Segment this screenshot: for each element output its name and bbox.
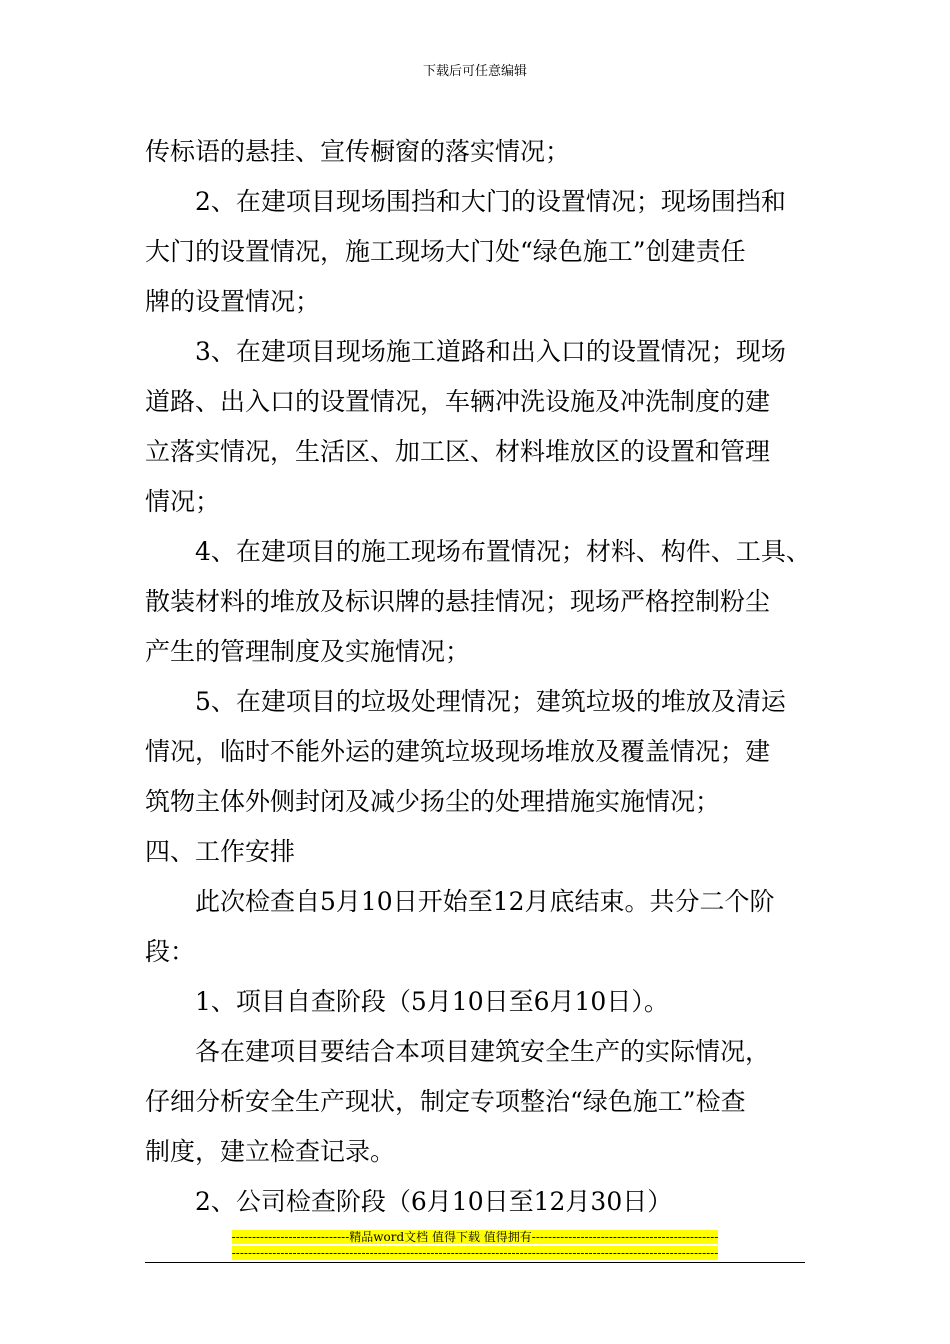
text-line: 大门的设置情况，施工现场大门处“绿色施工”创建责任 <box>145 237 746 266</box>
text-line: 传标语的悬挂、宣传橱窗的落实情况； <box>145 137 571 166</box>
text-line: 段： <box>145 937 196 966</box>
text-line: 散装材料的堆放及标识牌的悬挂情况；现场严格控制粉尘 <box>145 587 771 616</box>
text-line: 牌的设置情况； <box>145 287 321 316</box>
text-line: 1、项目自查阶段（5月10日至6月10日）。 <box>195 987 669 1016</box>
page-header: 下载后可任意编辑 <box>422 64 527 79</box>
text-line: 4、在建项目的施工现场布置情况；材料、构件、工具、 <box>195 537 811 566</box>
text-line: 道路、出入口的设置情况，车辆冲洗设施及冲洗制度的建 <box>145 387 771 416</box>
footer-banner-bottom <box>145 1246 805 1260</box>
text-line: 2、在建项目现场围挡和大门的设置情况；现场围挡和 <box>195 187 786 216</box>
text-line: 3、在建项目现场施工道路和出入口的设置情况；现场 <box>195 337 786 366</box>
text-line: 2、公司检查阶段（6月10日至12月30日） <box>195 1187 673 1216</box>
document-body <box>145 127 835 1227</box>
text-line: 产生的管理制度及实施情况； <box>145 637 471 666</box>
text-line: 各在建项目要结合本项目建筑安全生产的实际情况， <box>195 1037 771 1066</box>
text-line: 情况，临时不能外运的建筑垃圾现场堆放及覆盖情况；建 <box>145 737 771 766</box>
footer-banner-top <box>145 1230 805 1244</box>
text-line: 制度，建立检查记录。 <box>145 1137 396 1166</box>
text-line: 筑物主体外侧封闭及减少扬尘的处理措施实施情况； <box>145 787 721 816</box>
footer-divider <box>145 1262 805 1263</box>
text-line: 仔细分析安全生产现状，制定专项整治“绿色施工”检查 <box>145 1087 746 1116</box>
footer-banner-text: -----------------------------精品word文档 值得下载 值得拥有---------------------------------------------- <box>231 1230 719 1244</box>
text-line: 立落实情况，生活区、加工区、材料堆放区的设置和管理 <box>145 437 771 466</box>
text-line: 四、工作安排 <box>145 837 296 866</box>
text-line: 此次检查自5月10日开始至12月底结束。共分二个阶 <box>195 887 775 916</box>
text-line: 情况； <box>145 487 221 516</box>
text-line: 5、在建项目的垃圾处理情况；建筑垃圾的堆放及清运 <box>195 687 786 716</box>
footer-banner-dashes: ------------------------------------------------------------------------------------------------------------------------ <box>231 1246 719 1260</box>
